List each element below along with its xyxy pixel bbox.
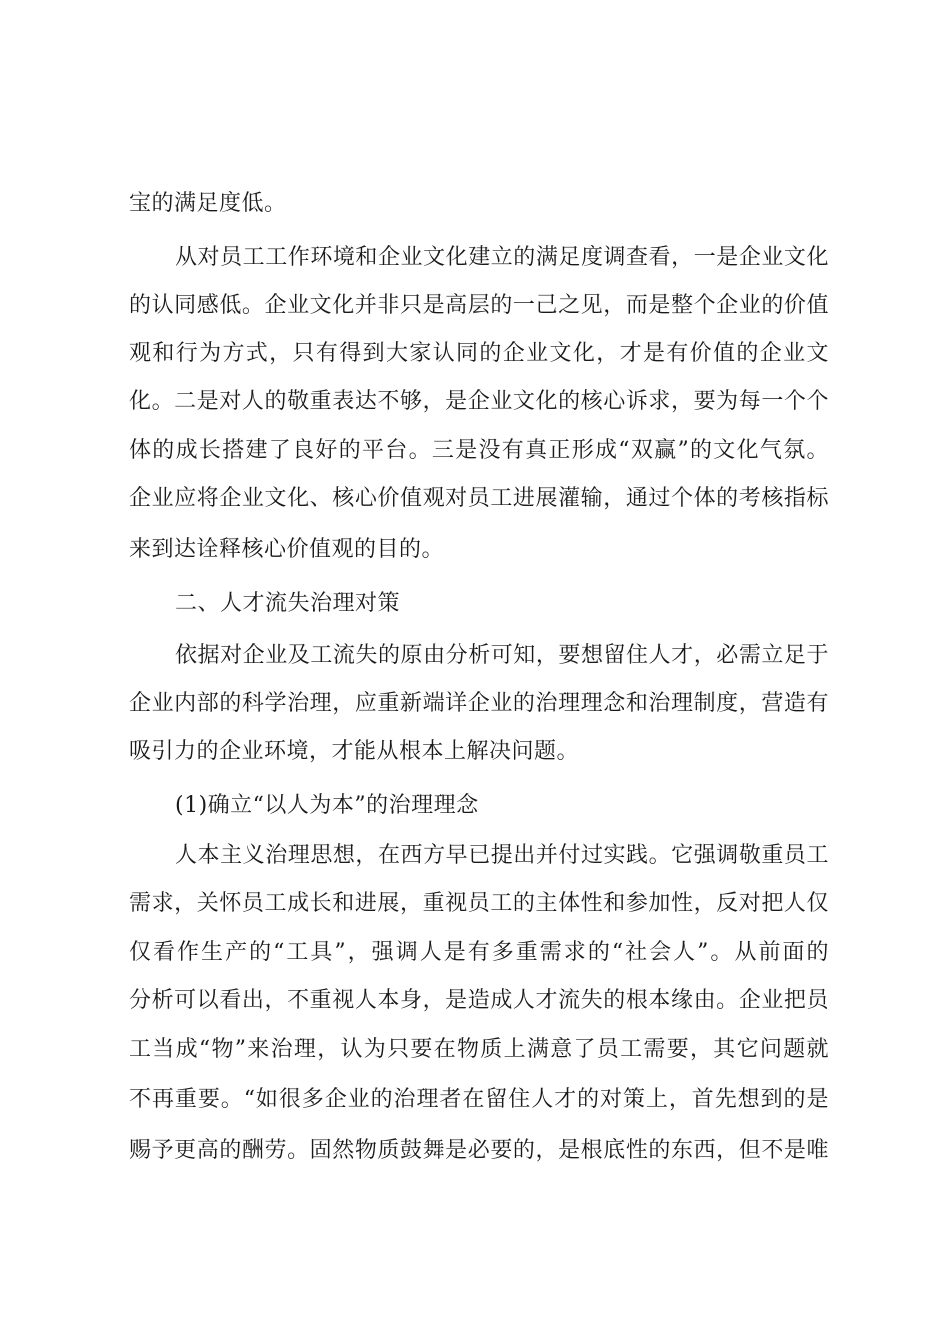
text-line: 工当成“物”来治理，认为只要在物质上满意了员工需要，其它问题就 xyxy=(129,1037,829,1062)
text-line: 不再重要。“如很多企业的治理者在留住人才的对策上，首先想到的是 xyxy=(129,1087,829,1112)
text-line: 需求，关怀员工成长和进展，重视员工的主体性和参加性，反对把人仅 xyxy=(129,891,829,916)
section-heading: 二、人才流失治理对策 xyxy=(175,591,401,616)
text-line: 分析可以看出，不重视人本身，是造成人才流失的根本缘由。企业把员 xyxy=(129,988,829,1013)
text-line: 人本主义治理思想，在西方早已提出并付过实践。它强调敬重员工 xyxy=(175,843,829,868)
text-line: 仅看作生产的“工具”，强调人是有多重需求的“社会人”。从前面的 xyxy=(129,940,829,965)
text-line: 体的成长搭建了良好的平台。三是没有真正形成“双赢”的文化气氛。 xyxy=(129,438,829,463)
text-line: 的认同感低。企业文化并非只是高层的一己之见，而是整个企业的价值 xyxy=(129,293,829,318)
text-line: 观和行为方式，只有得到大家认同的企业文化，才是有价值的企业文 xyxy=(129,341,829,366)
subsection-heading: (1)确立“以人为本”的治理理念 xyxy=(175,793,479,818)
text-line: 来到达诠释核心价值观的目的。 xyxy=(129,537,445,562)
text-line: 赐予更高的酬劳。固然物质鼓舞是必要的，是根底性的东西，但不是唯 xyxy=(129,1138,829,1163)
text-line: 企业内部的科学治理，应重新端详企业的治理理念和治理制度，营造有 xyxy=(129,691,829,716)
text-line: 依据对企业及工流失的原由分析可知，要想留住人才，必需立足于 xyxy=(175,643,829,668)
text-line: 从对员工工作环境和企业文化建立的满足度调查看，一是企业文化 xyxy=(175,245,829,270)
text-line: 企业应将企业文化、核心价值观对员工进展灌输，通过个体的考核指标 xyxy=(129,486,829,511)
text-line: 宝的满足度低。 xyxy=(129,191,287,216)
text-line: 化。二是对人的敬重表达不够，是企业文化的核心诉求，要为每一个个 xyxy=(129,389,829,414)
text-line: 吸引力的企业环境，才能从根本上解决问题。 xyxy=(129,739,580,764)
